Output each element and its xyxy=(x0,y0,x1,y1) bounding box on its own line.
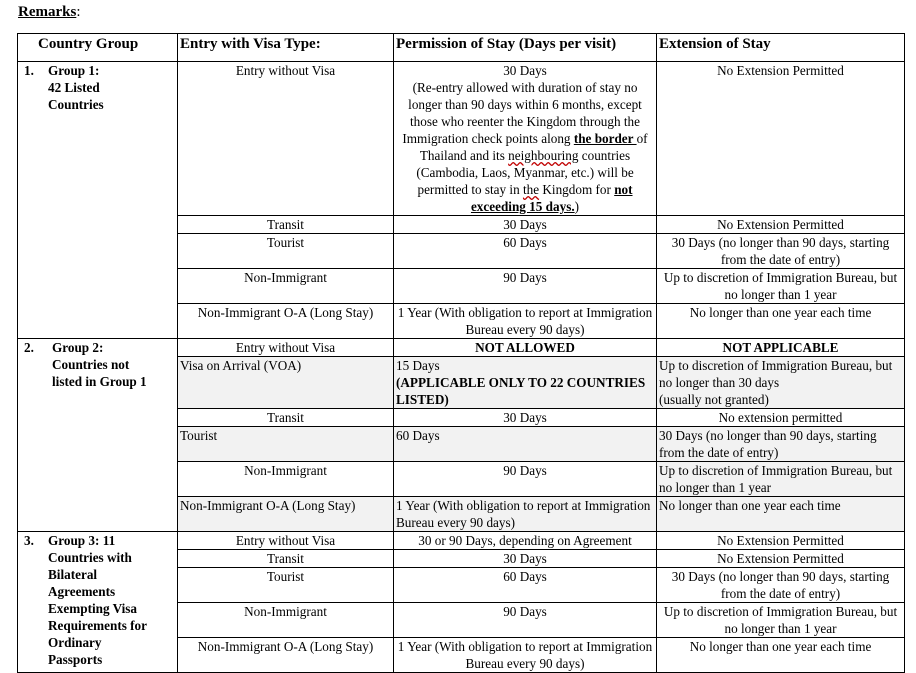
entry-cell: Tourist xyxy=(178,427,394,462)
stay-limit-text: not exceeding 15 days. xyxy=(470,182,633,214)
extension-cell: No Extension Permitted xyxy=(657,532,905,550)
stay-cell: 1 Year (With obligation to report at Immigration Bureau every 90 days) xyxy=(394,497,657,532)
group3-number: 3. xyxy=(24,533,34,548)
entry-cell: Transit xyxy=(178,550,394,568)
stay-border-text: the border xyxy=(573,131,637,146)
stay-the-text: the xyxy=(522,182,540,197)
entry-cell: Non-Immigrant xyxy=(178,462,394,497)
stay-note-text: (APPLICABLE ONLY TO 22 COUNTRIES LISTED) xyxy=(396,375,646,407)
entry-cell: Non-Immigrant xyxy=(178,603,394,638)
stay-text: Kingdom for xyxy=(539,182,615,197)
visa-table xyxy=(17,33,905,673)
group2-name: Group 2: Countries not listed in Group 1 xyxy=(52,340,147,389)
stay-text: of Thailand and its xyxy=(419,131,648,163)
table-row xyxy=(18,339,905,357)
header-stay: Permission of Stay (Days per visit) xyxy=(394,34,657,62)
header-row xyxy=(18,34,905,62)
entry-cell: Non-Immigrant xyxy=(178,269,394,304)
entry-cell: Non-Immigrant O-A (Long Stay) xyxy=(178,497,394,532)
entry-cell: Entry without Visa xyxy=(178,532,394,550)
remarks-colon: : xyxy=(76,4,81,20)
header-extension: Extension of Stay xyxy=(657,34,905,62)
stay-cell: NOT ALLOWED xyxy=(394,339,657,357)
extension-cell: No longer than one year each time xyxy=(657,497,905,532)
stay-text: countries (Cambodia, Laos, Myanmar, etc.) will be permitted to stay in xyxy=(416,148,634,197)
group1-cell xyxy=(18,62,178,339)
stay-neighbouring-text: neighbouring xyxy=(508,148,579,163)
group1-name: Group 1: 42 Listed Countries xyxy=(48,63,104,112)
extension-cell: No extension permitted xyxy=(657,409,905,427)
extension-cell: 30 Days (no longer than 90 days, starting from the date of entry) xyxy=(657,234,905,269)
stay-cell: 60 Days xyxy=(394,568,657,603)
remarks-title: Remarks xyxy=(18,4,77,20)
group2-cell xyxy=(18,339,178,532)
extension-cell: No longer than one year each time xyxy=(657,638,905,673)
entry-cell: Visa on Arrival (VOA) xyxy=(178,357,394,409)
stay-text: 30 Days (Re-entry allowed with duration of stay no longer than 90 days within 6 months, except those who reenter the Kingdom through the Immigration check points along xyxy=(402,63,642,146)
entry-cell: Entry without Visa xyxy=(178,62,394,216)
entry-cell: Transit xyxy=(178,216,394,234)
extension-cell: Up to discretion of Immigration Bureau, but no longer than 1 year xyxy=(657,603,905,638)
stay-cell: 30 or 90 Days, depending on Agreement xyxy=(394,532,657,550)
stay-text: 15 Days xyxy=(396,358,440,373)
remarks-heading xyxy=(18,4,81,21)
entry-cell: Tourist xyxy=(178,568,394,603)
extension-cell: 30 Days (no longer than 90 days, starting from the date of entry) xyxy=(657,427,905,462)
entry-cell: Entry without Visa xyxy=(178,339,394,357)
stay-cell: 60 Days xyxy=(394,427,657,462)
entry-cell: Tourist xyxy=(178,234,394,269)
extension-cell: No Extension Permitted xyxy=(657,216,905,234)
stay-cell: 1 Year (With obligation to report at Immigration Bureau every 90 days) xyxy=(394,638,657,673)
header-entry: Entry with Visa Type: xyxy=(178,34,394,62)
stay-cell xyxy=(394,62,657,216)
extension-cell: Up to discretion of Immigration Bureau, but no longer than 1 year xyxy=(657,462,905,497)
header-country-group: Country Group xyxy=(18,34,178,62)
extension-cell: Up to discretion of Immigration Bureau, but no longer than 1 year xyxy=(657,269,905,304)
group3-name: Group 3: 11 Countries with Bilateral Agreements Exempting Visa Requirements for Ordinary Passports xyxy=(48,533,148,667)
stay-text: ) xyxy=(574,199,580,214)
stay-cell: 30 Days xyxy=(394,550,657,568)
stay-cell: 60 Days xyxy=(394,234,657,269)
group1-number: 1. xyxy=(24,63,34,78)
stay-cell: 1 Year (With obligation to report at Immigration Bureau every 90 days) xyxy=(394,304,657,339)
stay-cell xyxy=(394,357,657,409)
stay-cell: 30 Days xyxy=(394,216,657,234)
entry-cell: Transit xyxy=(178,409,394,427)
extension-cell: Up to discretion of Immigration Bureau, but no longer than 30 days (usually not granted) xyxy=(657,357,905,409)
stay-cell: 30 Days xyxy=(394,409,657,427)
extension-cell: NOT APPLICABLE xyxy=(657,339,905,357)
entry-cell: Non-Immigrant O-A (Long Stay) xyxy=(178,304,394,339)
table-row xyxy=(18,532,905,550)
table-row xyxy=(18,62,905,216)
stay-cell: 90 Days xyxy=(394,603,657,638)
extension-cell: No longer than one year each time xyxy=(657,304,905,339)
extension-cell: 30 Days (no longer than 90 days, starting from the date of entry) xyxy=(657,568,905,603)
stay-cell: 90 Days xyxy=(394,269,657,304)
group3-cell xyxy=(18,532,178,673)
extension-cell: No Extension Permitted xyxy=(657,550,905,568)
extension-cell: No Extension Permitted xyxy=(657,62,905,216)
stay-cell: 90 Days xyxy=(394,462,657,497)
entry-cell: Non-Immigrant O-A (Long Stay) xyxy=(178,638,394,673)
group2-number: 2. xyxy=(24,340,34,355)
